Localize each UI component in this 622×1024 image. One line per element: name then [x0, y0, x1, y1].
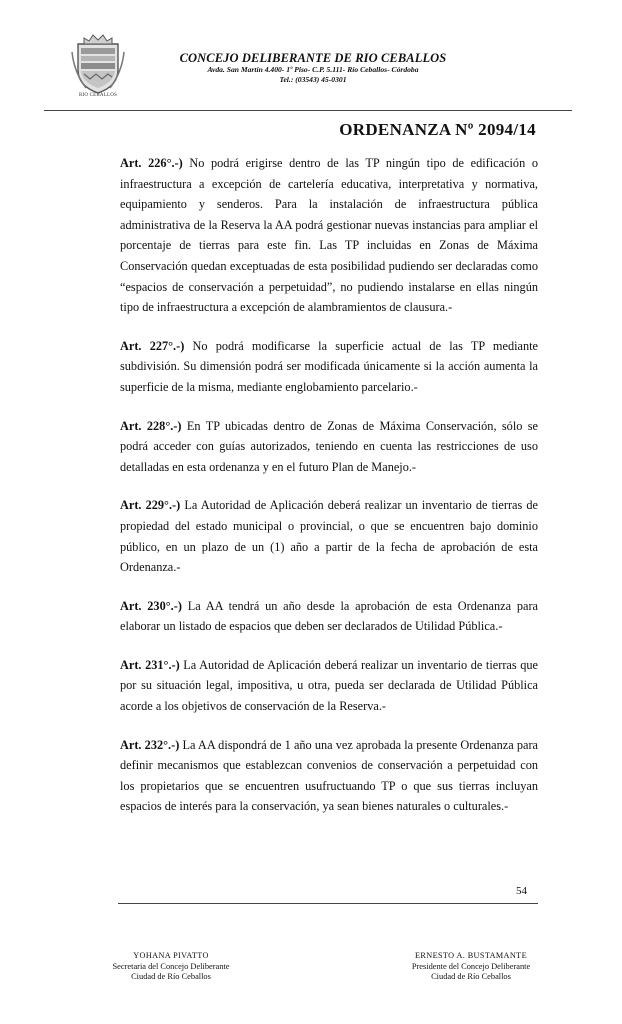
- council-name: CONCEJO DELIBERANTE DE RIO CEBALLOS: [179, 51, 447, 65]
- council-address: Avda. San Martín 4.400- 1º Piso- C.P. 5.111- Río Ceballos- Córdoba: [207, 65, 419, 74]
- article-label: Art. 228°.-): [120, 418, 182, 433]
- header-divider: [44, 110, 572, 111]
- article-text: No podrá modificarse la superficie actual de las TP mediante subdivisión. Su dimensión podrá ser modificada únicamente si la acción aumenta la superficie de la misma, mediante englobamiento parcelario.-: [120, 338, 538, 394]
- footer-divider: [118, 903, 538, 904]
- article-text: No podrá erigirse dentro de las TP ningún tipo de edificación o infraestructura a excepción de cartelería educativa, interpretativa y normativa, equipamiento y senderos. Para la instalación de infraestructura pública administrativa de la Reserva la AA podrá gestionar nuevas instancias para ampliar el porcentaje de tierras para este fin. Las TP incluidas en Zonas de Máxima Conservación quedan exceptuadas de esta posibilidad pudiendo ser declaradas como “espacios de conservación a perpetuidad”, no pudiendo instalarse en ellas ningún tipo de infraestructura a excepción de alambramientos de clausura.-: [120, 156, 538, 315]
- document-body: [120, 153, 538, 835]
- signatory-name: YOHANA PIVATTO: [133, 951, 209, 960]
- article-paragraph: [120, 655, 538, 717]
- signatory-role: Secretaria del Concejo Deliberante: [112, 961, 230, 971]
- article-text: La Autoridad de Aplicación deberá realizar un inventario de tierras de propiedad del estado municipal o provincial, o que se encuentren bajo dominio público, en un plazo de un (1) año a partir de la fecha de aprobación de esta Ordenanza.-: [120, 498, 538, 575]
- article-paragraph: [120, 336, 538, 398]
- article-label: Art. 227°.-): [120, 338, 185, 353]
- article-text: En TP ubicadas dentro de Zonas de Máxima Conservación, sólo se podrá acceder con guías autorizados, teniendo en cuenta las restricciones de uso detalladas en esta ordenanza y en el futuro Plan de Manejo.-: [120, 418, 538, 474]
- signature-block-president: [386, 951, 556, 983]
- crest-caption: RIO CEBALLOS: [78, 93, 118, 98]
- article-paragraph: [120, 596, 538, 637]
- ordinance-title: ORDENANZA Nº 2094/14: [339, 120, 536, 139]
- article-label: Art. 231°.-): [120, 657, 180, 672]
- signatory-role: Presidente del Concejo Deliberante: [411, 961, 531, 971]
- page-number: 54: [516, 885, 527, 897]
- article-paragraph: [120, 153, 538, 318]
- article-paragraph: [120, 416, 538, 478]
- article-label: Art. 226°.-): [120, 156, 183, 170]
- article-text: La Autoridad de Aplicación deberá realizar un inventario de tierras que por su situación legal, impositiva, u otra, pueda ser declarada de Utilidad Pública acorde a los objetivos de conservación de la Reserva.-: [120, 657, 538, 714]
- signatory-name: ERNESTO A. BUSTAMANTE: [415, 951, 527, 960]
- article-paragraph: [120, 495, 538, 577]
- article-paragraph: [120, 735, 538, 817]
- article-label: Art. 230°.-): [120, 598, 182, 613]
- signature-block-secretary: [96, 951, 246, 983]
- coat-of-arms-icon: [70, 32, 126, 96]
- letterhead: [150, 51, 476, 84]
- article-label: Art. 232°.-): [120, 737, 180, 752]
- council-phone: Tel.: (03543) 45-0301: [279, 75, 347, 84]
- article-text: La AA tendrá un año desde la aprobación de esta Ordenanza para elaborar un listado de espacios que deben ser declarados de Utilidad Pública.-: [120, 598, 538, 634]
- article-text: La AA dispondrá de 1 año una vez aprobada la presente Ordenanza para definir mecanismos que establezcan convenios de conservación a perpetuidad con los propietarios que se encuentren usufructuando TP o que sus tierras incluyan espacios de interés para la conservación, ya sean bienes naturales o culturales.-: [120, 737, 538, 814]
- article-label: Art. 229°.-): [120, 498, 181, 513]
- signatory-place: Ciudad de Río Ceballos: [131, 972, 211, 981]
- signatory-place: Ciudad de Río Ceballos: [431, 972, 511, 981]
